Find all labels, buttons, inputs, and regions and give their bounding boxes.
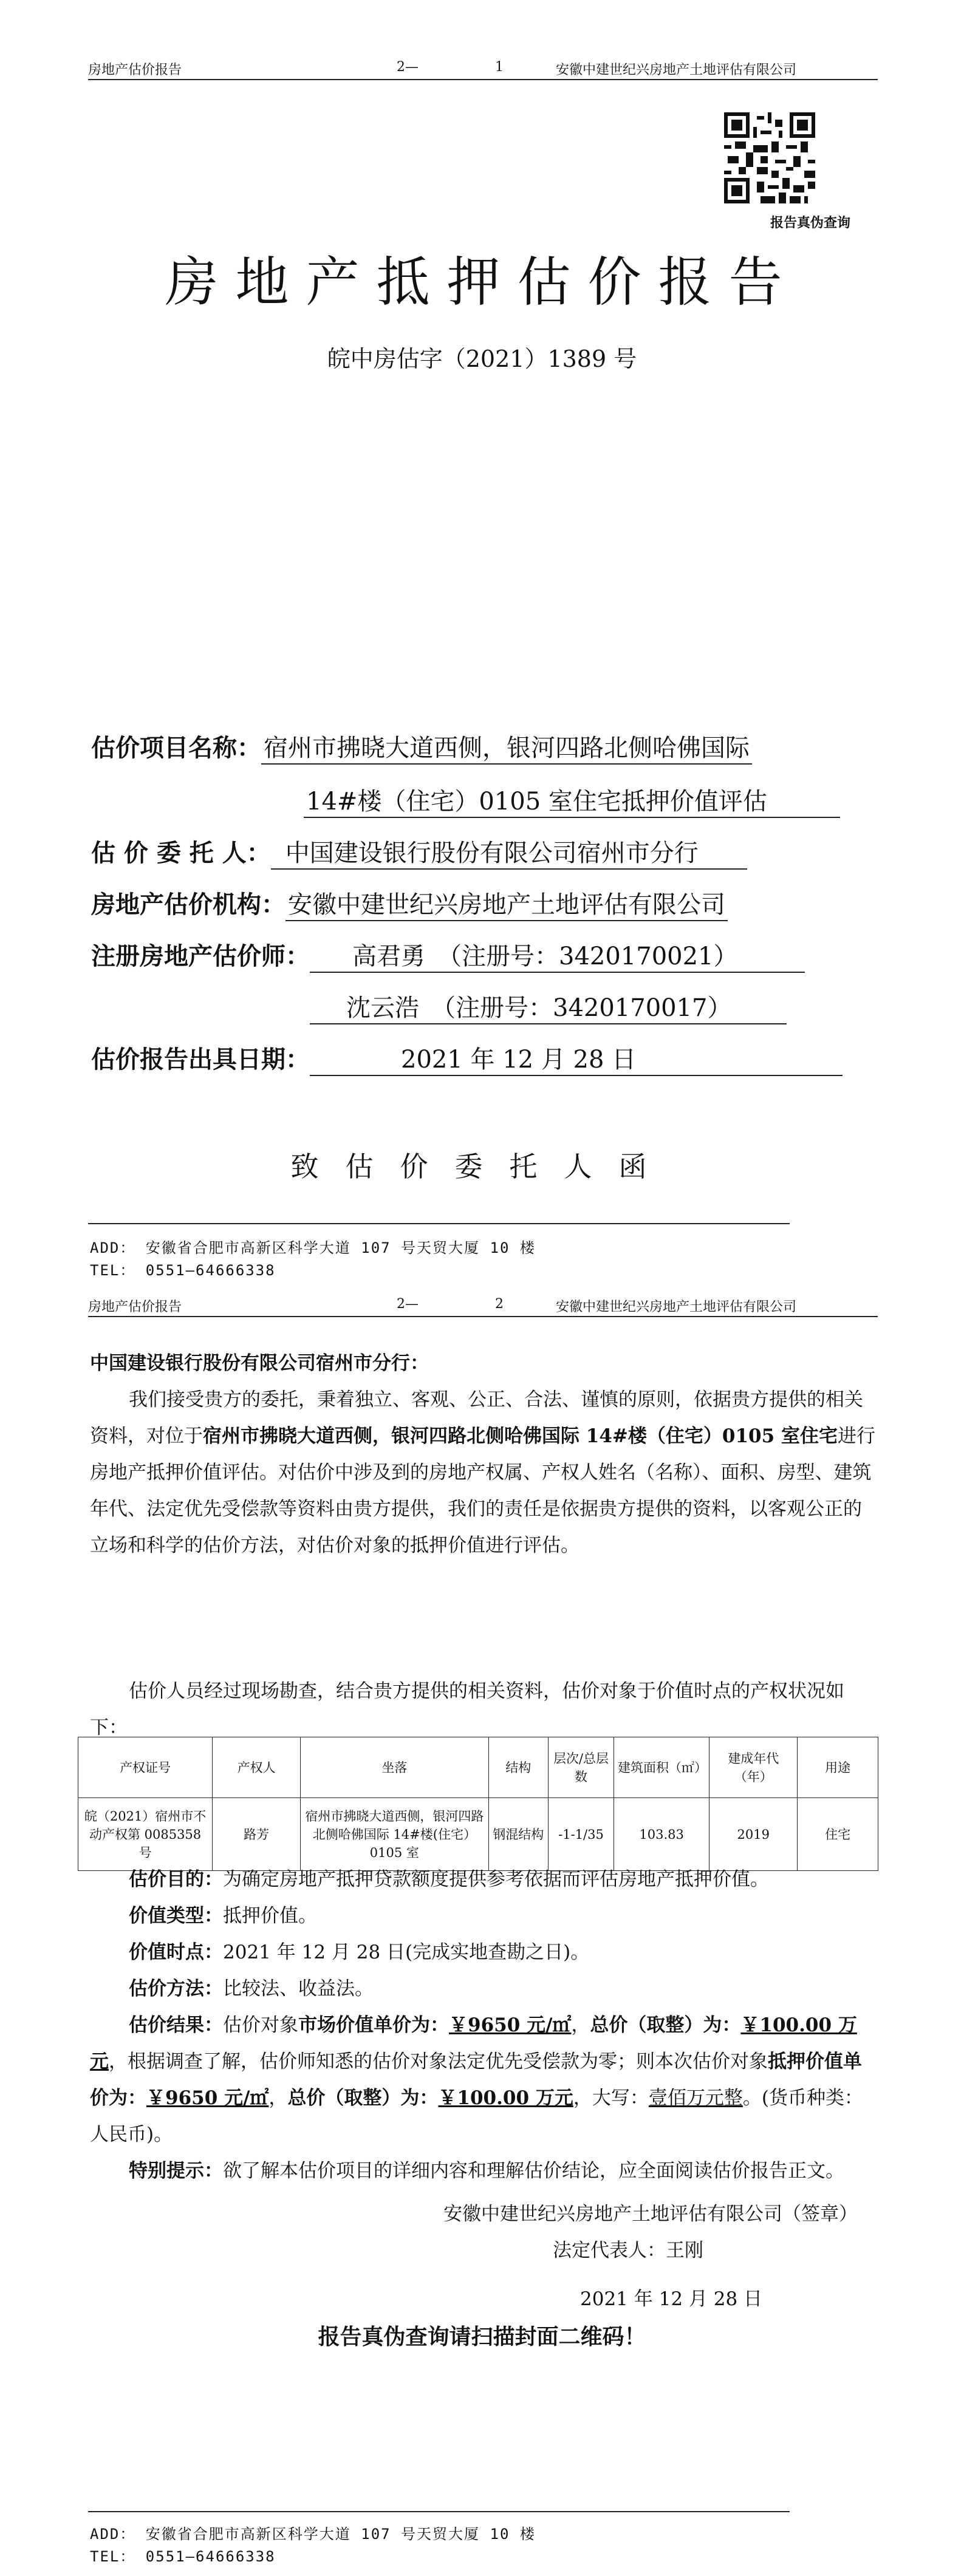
result-text: ，大写： [573, 2087, 649, 2109]
agency-field [91, 885, 728, 921]
table-header-cell: 层次/总层数 [548, 1737, 614, 1798]
footer-address: ADD： 安徽省合肥市高新区科学大道 107 号天贸大厦 10 楼 [90, 2526, 536, 2543]
header-page-mark: 2— [397, 1297, 419, 1312]
table-header-cell: 建成年代（年） [709, 1737, 798, 1798]
footer-phone: TEL： 0551—64666338 [90, 2548, 276, 2565]
result-mortgage-unit-price: ￥9650 元/㎡ [146, 2087, 269, 2109]
result-text: 市场价值单价为： [298, 2014, 449, 2036]
result-total-price: ￥100.00 万元 [90, 2014, 857, 2073]
report-title: 房地产抵押估价报告 [165, 251, 799, 313]
footer-rule [88, 1223, 790, 1224]
value-time-label: 价值时点： [129, 1941, 223, 1963]
company-signature: 安徽中建世纪兴房地产土地评估有限公司（签章） [443, 2203, 858, 2225]
project-name-line2 [304, 782, 840, 818]
table-header-cell: 建筑面积（㎡） [614, 1737, 709, 1798]
purpose-line [90, 1861, 880, 1898]
report-date-label: 估价报告出具日期： [91, 1045, 310, 1074]
qr-caption: 报告真伪查询 [770, 215, 851, 231]
appraiser-field [91, 937, 805, 973]
footer-phone: TEL： 0551—64666338 [90, 1262, 276, 1279]
appraiser-2-line [310, 989, 787, 1024]
header-page-number: 1 [495, 60, 504, 75]
agency-value: 安徽中建世纪兴房地产土地评估有限公司 [285, 885, 728, 921]
signature-date: 2021 年 12 月 28 日 [580, 2288, 763, 2310]
paragraph-2: 估价人员经过现场勘查，结合贵方提供的相关资料，估价对象于价值时点的产权状况如下： [90, 1680, 844, 1739]
value-time-line [90, 1934, 880, 1971]
table-cell: 宿州市拂晓大道西侧，银河四路北侧哈佛国际 14#楼(住宅）0105 室 [301, 1798, 489, 1871]
client-field [91, 834, 747, 870]
legal-representative: 法定代表人：王刚 [553, 2240, 703, 2261]
value-time-text: 2021 年 12 月 28 日(完成实地查勘之日)。 [223, 1941, 590, 1963]
result-label: 估价结果： [129, 2014, 223, 2036]
result-mortgage-total: ￥100.00 万元 [438, 2087, 573, 2109]
value-type-label: 价值类型： [129, 1905, 223, 1927]
special-note-line [90, 2153, 880, 2189]
report-date-value: 2021 年 12 月 28 日 [310, 1040, 843, 1076]
paragraph-1-location: 宿州市拂晓大道西侧，银河四路北侧哈佛国际 14#楼（住宅）0105 室住宅 [203, 1425, 838, 1447]
letter-title: 致估价委托人函 [290, 1150, 674, 1183]
qr-code-icon[interactable] [724, 112, 815, 203]
table-header-cell: 结构 [488, 1737, 548, 1798]
appraiser-1: 高君勇 （注册号：3420170021） [310, 937, 805, 973]
paragraph-1-c: 进行房地产抵押价值评估。对估价中涉及到的房地产权属、产权人姓名（名称）、面积、房型、建筑年代、法定优先受偿款等资料由贵方提供，我们的责任是依据贵方提供的资料，以客观公正的立场和科学的估价方法，对估价对象的抵押价值进行评估。 [90, 1425, 875, 1556]
result-text: 总价（取整）为： [590, 2014, 741, 2036]
table-cell: -1-1/35 [548, 1798, 614, 1871]
result-amount-in-words: 壹佰万元整 [648, 2087, 743, 2109]
agency-label: 房地产估价机构： [91, 890, 285, 919]
table-cell: 钢混结构 [488, 1798, 548, 1871]
special-note-label: 特别提示： [129, 2160, 223, 2182]
result-text: 抵押价值单价为： [90, 2051, 862, 2109]
table-header-cell: 坐落 [301, 1737, 489, 1798]
header-title: 房地产估价报告 [88, 1300, 182, 1315]
client-label: 估 价 委 托 人： [91, 839, 271, 867]
table-cell: 2019 [709, 1798, 798, 1871]
report-date-field [91, 1040, 843, 1076]
result-unit-price: ￥9650 元/㎡ [449, 2014, 572, 2036]
page-header [88, 1293, 878, 1317]
footer-rule [88, 2511, 790, 2512]
purpose-label: 估价目的： [129, 1869, 223, 1890]
project-name-value-line2: 14#楼（住宅）0105 室住宅抵押价值评估 [304, 782, 840, 818]
table-header-cell: 用途 [798, 1737, 878, 1798]
property-table [78, 1737, 878, 1871]
appraiser-label: 注册房地产估价师： [91, 942, 310, 970]
result-text: ，根据调查了解，估价师知悉的估价对象法定优先受偿款为零；则本次估价对象 [109, 2051, 768, 2073]
header-company: 安徽中建世纪兴房地产土地评估有限公司 [556, 63, 797, 78]
table-header-cell: 产权证号 [78, 1737, 213, 1798]
client-value: 中国建设银行股份有限公司宿州市分行 [271, 834, 747, 870]
purpose-text: 为确定房地产抵押贷款额度提供参考依据而评估房地产抵押价值。 [223, 1869, 769, 1890]
table-header-row [78, 1737, 878, 1798]
result-text: 估价对象 [223, 2014, 298, 2036]
salutation-text: 中国建设银行股份有限公司宿州市分行： [90, 1352, 429, 1374]
header-title: 房地产估价报告 [88, 63, 182, 78]
result-text: ， [571, 2014, 590, 2036]
method-label: 估价方法： [129, 1978, 223, 2000]
header-company: 安徽中建世纪兴房地产土地评估有限公司 [556, 1300, 797, 1315]
result-text: 总价（取整）为： [287, 2087, 439, 2109]
verification-notice: 报告真伪查询请扫描封面二维码！ [318, 2324, 646, 2349]
method-line [90, 1971, 880, 2007]
value-type-text: 抵押价值。 [223, 1905, 317, 1927]
method-text: 比较法、收益法。 [223, 1978, 374, 2000]
result-text: 。(货币种类：人民币)。 [90, 2087, 863, 2145]
project-name-label: 估价项目名称： [91, 734, 261, 762]
paragraph-1-a: 我们接受贵方的委托，秉着独立、客观、公正、合法、谨慎的原则，依据贵方提供的相关资料，对位于 [90, 1389, 863, 1447]
salutation [90, 1345, 880, 1382]
table-cell: 103.83 [614, 1798, 709, 1871]
special-note-text: 欲了解本估价项目的详细内容和理解估价结论，应全面阅读估价报告正文。 [223, 2160, 844, 2182]
value-type-line [90, 1898, 880, 1934]
footer-address: ADD： 安徽省合肥市高新区科学大道 107 号天贸大厦 10 楼 [90, 1239, 536, 1256]
header-page-mark: 2— [397, 60, 419, 75]
project-name-value-line1: 宿州市拂晓大道西侧，银河四路北侧哈佛国际 [261, 729, 752, 765]
header-page-number: 2 [495, 1297, 504, 1312]
table-cell: 皖（2021）宿州市不动产权第 0085358 号 [78, 1798, 213, 1871]
table-header-cell: 产权人 [213, 1737, 301, 1798]
table-cell: 住宅 [798, 1798, 878, 1871]
project-name-field [91, 729, 752, 765]
paragraph-1 [90, 1382, 880, 1564]
table-row [78, 1798, 878, 1871]
result-text: ， [268, 2087, 288, 2109]
page-header [88, 56, 878, 80]
document-number: 皖中房估字（2021）1389 号 [327, 346, 637, 372]
appraiser-2: 沈云浩 （注册号：3420170017） [310, 989, 787, 1024]
result-paragraph [90, 2007, 880, 2153]
table-cell: 路芳 [213, 1798, 301, 1871]
